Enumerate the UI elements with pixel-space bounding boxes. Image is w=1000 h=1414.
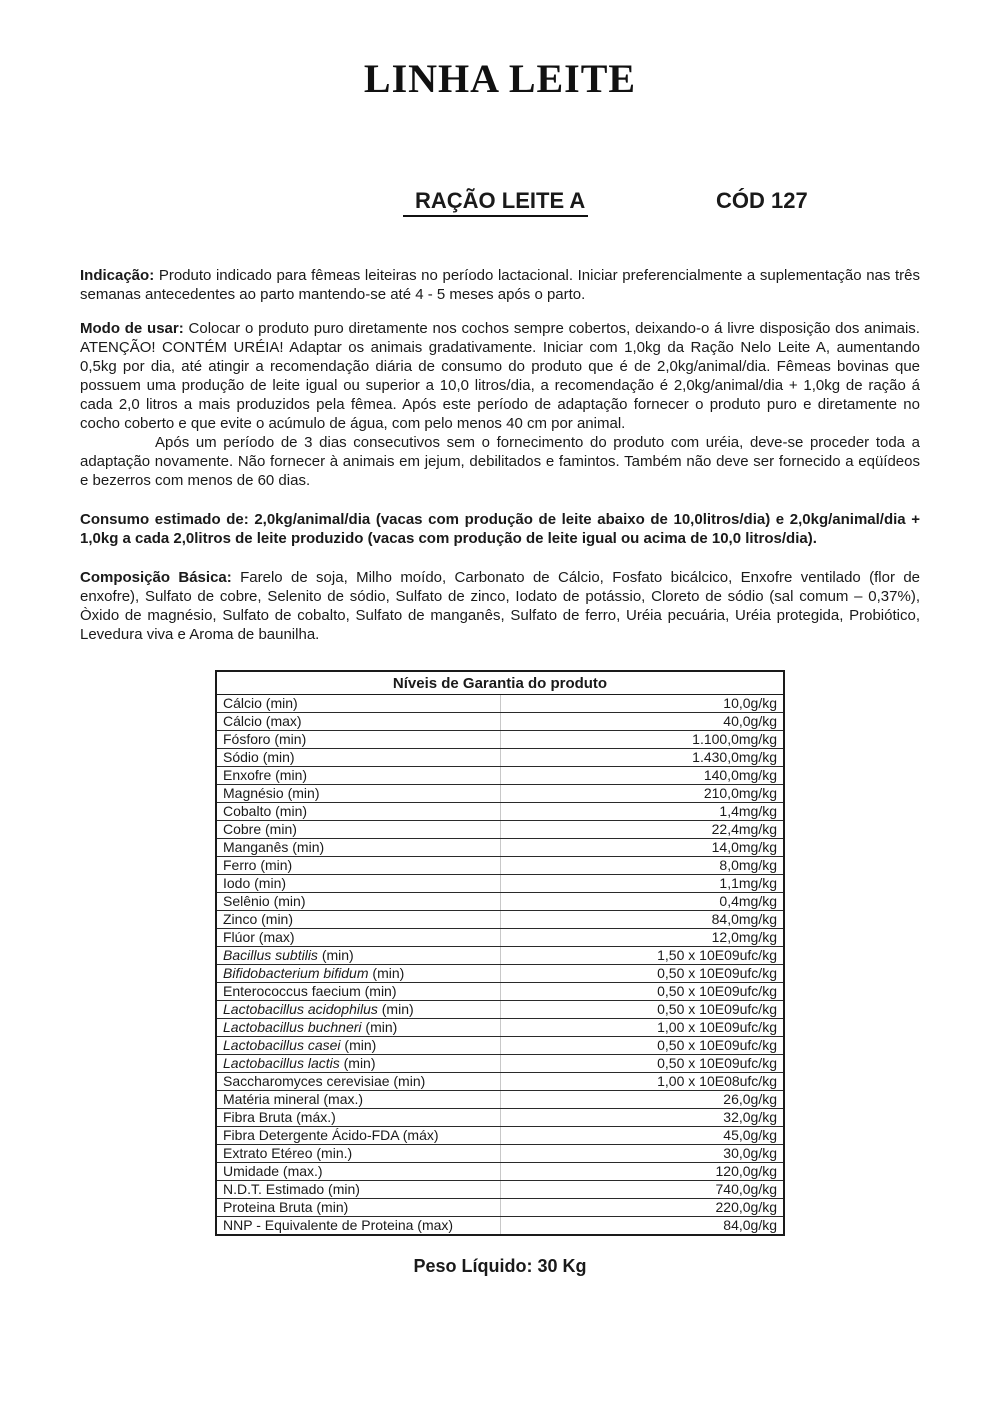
- row-value: 1,00 x 10E08ufc/kg: [500, 1073, 784, 1091]
- paragraph-modo-de-usar-continuation: [80, 433, 920, 490]
- table-row: [216, 875, 784, 893]
- table-row: [216, 803, 784, 821]
- table-row: [216, 821, 784, 839]
- row-value: 22,4mg/kg: [500, 821, 784, 839]
- modo-de-usar-text: Colocar o produto puro diretamente nos cochos sempre cobertos, deixando-o á livre disposição dos animais. ATENÇÃO! CONTÉM URÉIA! Adaptar os animais gradativamente. Iniciar com 1,0kg da Ração Nelo Leite A, aumentando 0,5kg por dia, até atingir a recomendação diária de consumo do produto que é de 2,0kg/animal/dia. Fêmeas bovinas que possuem uma produção de leite igual ou superior a 10,0 litros/dia, a recomendação é 2,0kg/animal/dia + 1,0kg de ração á cada 2,0 litros a mais produzidos pela fêmea. Após este período de adaptação fornecer o produto puro e diretamente no cocho coberto e que evite o acúmulo de água, com pelo menos 40 cm por animal.: [80, 320, 920, 432]
- table-row: [216, 983, 784, 1001]
- row-value: 45,0g/kg: [500, 1127, 784, 1145]
- modo-de-usar-text2: Após um período de 3 dias consecutivos sem o fornecimento do produto com uréia, deve-se proceder toda a adaptação novamente. Não fornecer à animais em jejum, debilitados e famintos. Também não deve ser fornecido a eqüídeos e bezerros com menos de 60 dias.: [80, 434, 920, 489]
- row-label: Lactobacillus lactis (min): [216, 1055, 500, 1073]
- table-row: [216, 1199, 784, 1217]
- table-row: [216, 1127, 784, 1145]
- net-weight: Peso Líquido: 30 Kg: [413, 1256, 587, 1276]
- row-label: Flúor (max): [216, 929, 500, 947]
- row-label: Cobre (min): [216, 821, 500, 839]
- row-label: Magnésio (min): [216, 785, 500, 803]
- table-row: [216, 767, 784, 785]
- row-label: Cálcio (min): [216, 695, 500, 713]
- body-text: [80, 266, 920, 644]
- row-value: 0,50 x 10E09ufc/kg: [500, 1037, 784, 1055]
- table-row: [216, 1091, 784, 1109]
- row-label: Bifidobacterium bifidum (min): [216, 965, 500, 983]
- row-value: 1,4mg/kg: [500, 803, 784, 821]
- table-row: [216, 749, 784, 767]
- row-label: NNP - Equivalente de Proteina (max): [216, 1217, 500, 1236]
- row-value: 0,50 x 10E09ufc/kg: [500, 965, 784, 983]
- table-row: [216, 785, 784, 803]
- row-label: Enxofre (min): [216, 767, 500, 785]
- row-label: Saccharomyces cerevisiae (min): [216, 1073, 500, 1091]
- row-value: 84,0mg/kg: [500, 911, 784, 929]
- indicacao-text: Produto indicado para fêmeas leiteiras no período lactacional. Iniciar preferencialmente a suplementação nas três semanas antecedentes ao parto mantendo-se até 4 - 5 meses após o parto.: [80, 267, 921, 303]
- table-row: [216, 1181, 784, 1199]
- product-name: RAÇÃO LEITE A: [403, 188, 588, 217]
- table-row: [216, 839, 784, 857]
- row-label: Bacillus subtilis (min): [216, 947, 500, 965]
- row-value: 14,0mg/kg: [500, 839, 784, 857]
- table-row: [216, 1037, 784, 1055]
- table-row: [216, 1073, 784, 1091]
- row-label: Umidade (max.): [216, 1163, 500, 1181]
- row-label: Fósforo (min): [216, 731, 500, 749]
- row-label: Zinco (min): [216, 911, 500, 929]
- row-value: 140,0mg/kg: [500, 767, 784, 785]
- row-label: Selênio (min): [216, 893, 500, 911]
- row-value: 1,00 x 10E09ufc/kg: [500, 1019, 784, 1037]
- product-code: CÓD 127: [716, 188, 808, 213]
- row-label: N.D.T. Estimado (min): [216, 1181, 500, 1199]
- composicao-lead: Composição Básica:: [80, 569, 232, 586]
- table-row: [216, 1109, 784, 1127]
- row-value: 0,50 x 10E09ufc/kg: [500, 1055, 784, 1073]
- row-value: 0,50 x 10E09ufc/kg: [500, 1001, 784, 1019]
- modo-de-usar-lead: Modo de usar:: [80, 320, 184, 337]
- row-value: 8,0mg/kg: [500, 857, 784, 875]
- row-value: 10,0g/kg: [500, 695, 784, 713]
- table-row: [216, 713, 784, 731]
- row-label: Lactobacillus buchneri (min): [216, 1019, 500, 1037]
- row-value: 120,0g/kg: [500, 1163, 784, 1181]
- table-row: [216, 1019, 784, 1037]
- table-row: [216, 1055, 784, 1073]
- row-label: Fibra Bruta (máx.): [216, 1109, 500, 1127]
- row-label: Sódio (min): [216, 749, 500, 767]
- row-value: 84,0g/kg: [500, 1217, 784, 1236]
- paragraph-indicacao: [80, 266, 920, 304]
- product-header: [0, 188, 1000, 220]
- row-value: 26,0g/kg: [500, 1091, 784, 1109]
- row-value: 740,0g/kg: [500, 1181, 784, 1199]
- table-row: [216, 1001, 784, 1019]
- row-label: Lactobacillus acidophilus (min): [216, 1001, 500, 1019]
- table-row: [216, 929, 784, 947]
- row-value: 32,0g/kg: [500, 1109, 784, 1127]
- composicao-text: Farelo de soja, Milho moído, Carbonato de Cálcio, Fosfato bicálcico, Enxofre ventilado (flor de enxofre), Sulfato de cobre, Selenito de sódio, Sulfato de zinco, Iodato de potássio, Cloreto de sódio (sal comum – 0,37%), Òxido de magnésio, Sulfato de cobalto, Sulfato de manganês, Sulfato de ferro, Uréia pecuária, Uréia protegida, Probiótico, Levedura viva e Aroma de baunilha.: [80, 569, 921, 643]
- row-value: 220,0g/kg: [500, 1199, 784, 1217]
- table-row: [216, 1145, 784, 1163]
- paragraph-consumo-estimado: [80, 510, 920, 548]
- table-row: [216, 911, 784, 929]
- row-value: 1,50 x 10E09ufc/kg: [500, 947, 784, 965]
- row-value: 0,4mg/kg: [500, 893, 784, 911]
- row-value: 30,0g/kg: [500, 1145, 784, 1163]
- table-row: [216, 947, 784, 965]
- row-label: Enterococcus faecium (min): [216, 983, 500, 1001]
- row-label: Iodo (min): [216, 875, 500, 893]
- row-label: Lactobacillus casei (min): [216, 1037, 500, 1055]
- row-value: 1.100,0mg/kg: [500, 731, 784, 749]
- row-value: 12,0mg/kg: [500, 929, 784, 947]
- table-row: [216, 893, 784, 911]
- row-label: Fibra Detergente Ácido-FDA (máx): [216, 1127, 500, 1145]
- consumo-text: Consumo estimado de: 2,0kg/animal/dia (vacas com produção de leite abaixo de 10,0litros/dia) e 2,0kg/animal/dia + 1,0kg a cada 2,0litros de leite produzido (vacas com produção de leite igual ou acima de 10,0 litros/dia).: [80, 511, 920, 547]
- guarantee-table: [215, 670, 785, 1236]
- indicacao-lead: Indicação:: [80, 267, 155, 284]
- row-value: 1,1mg/kg: [500, 875, 784, 893]
- guarantee-table-body: [216, 695, 784, 1236]
- table-row: [216, 857, 784, 875]
- row-value: 0,50 x 10E09ufc/kg: [500, 983, 784, 1001]
- row-label: Cálcio (max): [216, 713, 500, 731]
- paragraph-modo-de-usar: [80, 319, 920, 433]
- guarantee-table-title: Níveis de Garantia do produto: [216, 671, 784, 695]
- row-label: Extrato Etéreo (min.): [216, 1145, 500, 1163]
- row-label: Matéria mineral (max.): [216, 1091, 500, 1109]
- row-label: Cobalto (min): [216, 803, 500, 821]
- table-row: [216, 1163, 784, 1181]
- row-label: Manganês (min): [216, 839, 500, 857]
- row-value: 40,0g/kg: [500, 713, 784, 731]
- table-row: [216, 731, 784, 749]
- row-label: Ferro (min): [216, 857, 500, 875]
- table-row: [216, 965, 784, 983]
- table-row: [216, 1217, 784, 1236]
- row-value: 210,0mg/kg: [500, 785, 784, 803]
- guarantee-table-header-row: [216, 671, 784, 695]
- paragraph-composicao-basica: [80, 568, 920, 644]
- row-value: 1.430,0mg/kg: [500, 749, 784, 767]
- table-row: [216, 695, 784, 713]
- page-title: LINHA LEITE: [363, 56, 637, 101]
- row-label: Proteina Bruta (min): [216, 1199, 500, 1217]
